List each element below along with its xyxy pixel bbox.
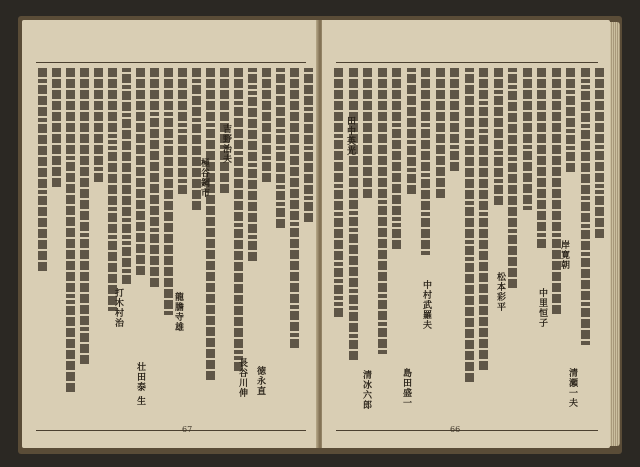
text-column xyxy=(92,68,105,418)
right-page xyxy=(322,20,610,448)
author-name: 長谷川伸 xyxy=(237,358,247,398)
bottom-rule xyxy=(336,430,598,431)
text-column xyxy=(579,68,592,418)
text-column xyxy=(361,68,374,418)
text-column xyxy=(120,68,133,418)
text-column xyxy=(376,68,389,418)
author-name: 極谷鋼市 xyxy=(199,158,209,198)
text-column xyxy=(506,68,519,418)
author-name: 徳永直 xyxy=(255,366,265,396)
text-column xyxy=(593,68,606,418)
page-number: 66 xyxy=(450,425,461,434)
author-name: 島田盛一 xyxy=(401,368,411,408)
text-column xyxy=(535,68,548,418)
author-name: 吉野治夫 xyxy=(221,124,231,164)
author-name: 田中英光 xyxy=(345,116,355,156)
text-column xyxy=(50,68,63,418)
text-column xyxy=(434,68,447,418)
text-column xyxy=(521,68,534,418)
text-column xyxy=(448,68,461,418)
top-rule xyxy=(336,62,598,63)
text-column xyxy=(405,68,418,418)
text-column xyxy=(190,68,203,418)
text-column xyxy=(148,68,161,418)
text-column xyxy=(288,68,301,418)
text-column xyxy=(204,68,217,418)
author-name: 清瀬一夫 xyxy=(567,368,577,408)
author-name: 岸寛朝 xyxy=(559,240,569,270)
text-column xyxy=(274,68,287,418)
text-column xyxy=(492,68,505,418)
author-name: 松本彩平 xyxy=(495,272,505,312)
text-column xyxy=(477,68,490,418)
text-column xyxy=(419,68,432,418)
top-rule xyxy=(36,62,306,63)
left-page xyxy=(22,20,318,448)
author-name: 打木村治 xyxy=(113,288,123,328)
author-name: 中村武羅夫 xyxy=(421,280,431,330)
text-column xyxy=(64,68,77,418)
text-column xyxy=(390,68,403,418)
author-name: 中里恒子 xyxy=(537,288,547,328)
text-column xyxy=(162,68,175,418)
page-edges xyxy=(610,22,620,446)
open-book xyxy=(18,16,622,454)
text-column xyxy=(176,68,189,418)
author-name: 壮田泰 生 xyxy=(135,362,145,407)
page-number: 67 xyxy=(182,425,193,434)
text-column xyxy=(218,68,231,418)
author-name: 清冰六郎 xyxy=(361,370,371,410)
text-column xyxy=(78,68,91,418)
text-column xyxy=(106,68,119,418)
author-name: 龍膽寺雄 xyxy=(173,292,183,332)
text-column xyxy=(463,68,476,418)
bottom-rule xyxy=(36,430,306,431)
text-column xyxy=(302,68,315,418)
text-column xyxy=(36,68,49,418)
